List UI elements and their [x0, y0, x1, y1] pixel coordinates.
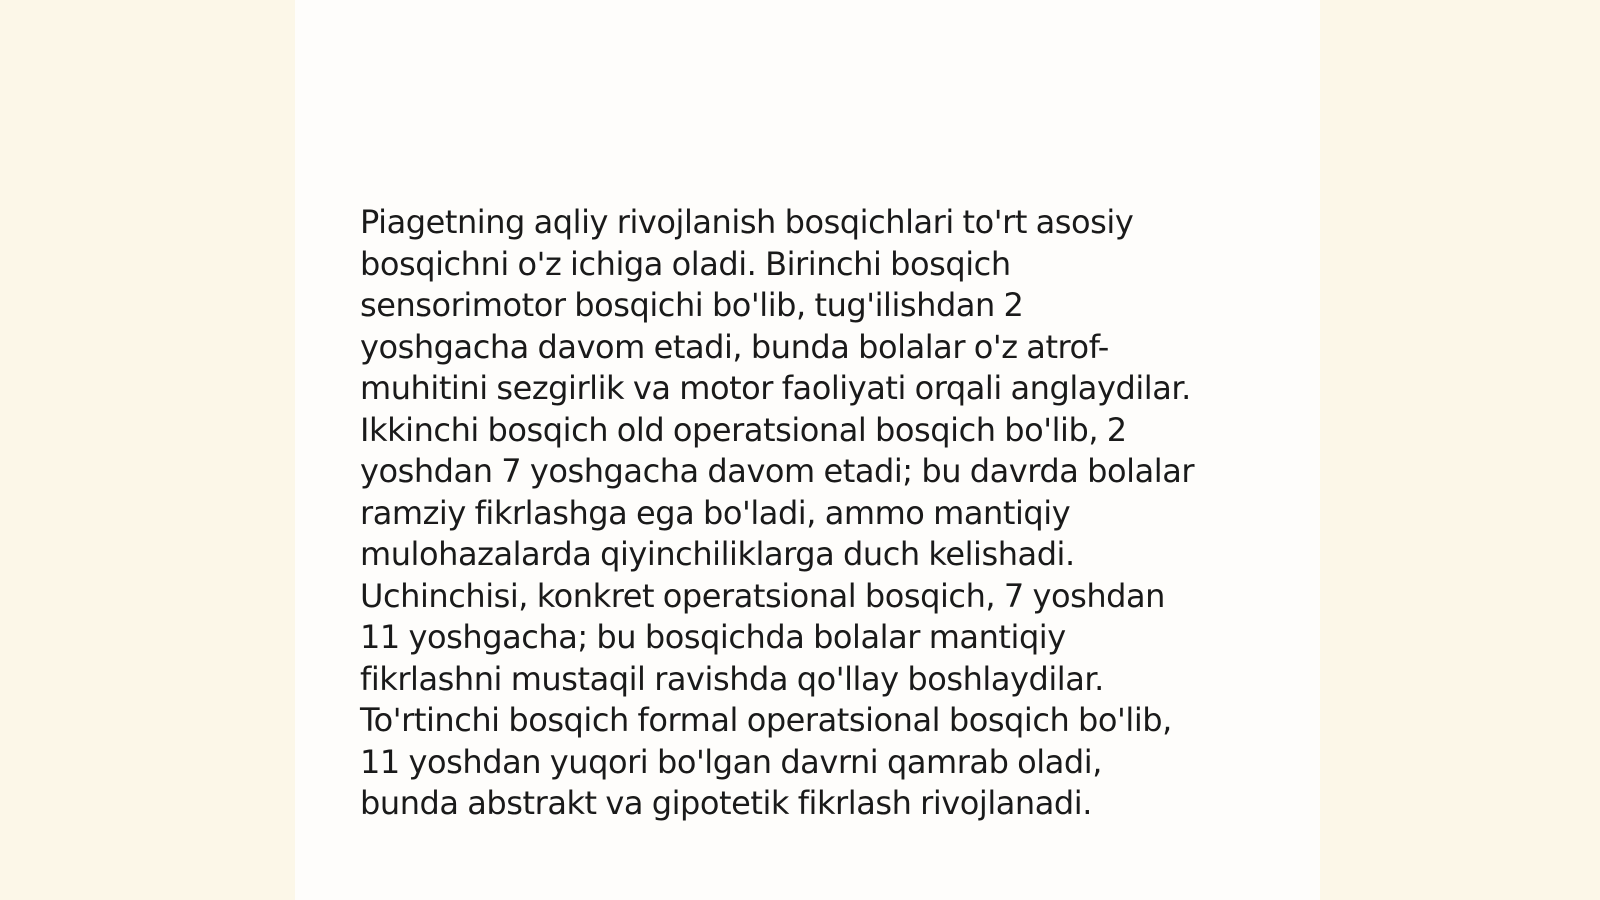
paragraph-line: To'rtinchi bosqich formal operatsional bosqich bo'lib,: [360, 701, 1172, 739]
paragraph-line: 11 yoshgacha; bu bosqichda bolalar mantiqiy: [360, 618, 1066, 656]
paragraph-line: Piagetning aqliy rivojlanish bosqichlari to'rt asosiy: [360, 203, 1134, 241]
paragraph-line: yoshgacha davom etadi, bunda bolalar o'z atrof-: [360, 327, 1109, 366]
paragraph-line: bunda abstrakt va gipotetik fikrlash rivojlanadi.: [360, 784, 1092, 822]
paragraph-line: ramziy fikrlashga ega bo'ladi, ammo mantiqiy: [360, 493, 1071, 532]
paragraph-line: Ikkinchi bosqich old operatsional bosqich bo'lib, 2: [360, 410, 1127, 449]
document-page: [295, 0, 1320, 900]
paragraph-line: fikrlashni mustaqil ravishda qo'llay boshlaydilar.: [360, 659, 1104, 698]
paragraph-line: yoshdan 7 yoshgacha davom etadi; bu davrda bolalar: [360, 452, 1195, 490]
paragraph-line: Uchinchisi, konkret operatsional bosqich, 7 yoshdan: [360, 576, 1166, 615]
body-paragraph: [360, 202, 1260, 825]
paragraph-line: 11 yoshdan yuqori bo'lgan davrni qamrab oladi,: [360, 742, 1102, 781]
paragraph-line: muhitini sezgirlik va motor faoliyati orqali anglaydilar.: [360, 369, 1191, 407]
paragraph-line: mulohazalarda qiyinchiliklarga duch kelishadi.: [360, 535, 1075, 573]
paragraph-line: bosqichni o'z ichiga oladi. Birinchi bosqich: [360, 244, 1011, 283]
paragraph-line: sensorimotor bosqichi bo'lib, tug'ilishdan 2: [360, 286, 1024, 324]
